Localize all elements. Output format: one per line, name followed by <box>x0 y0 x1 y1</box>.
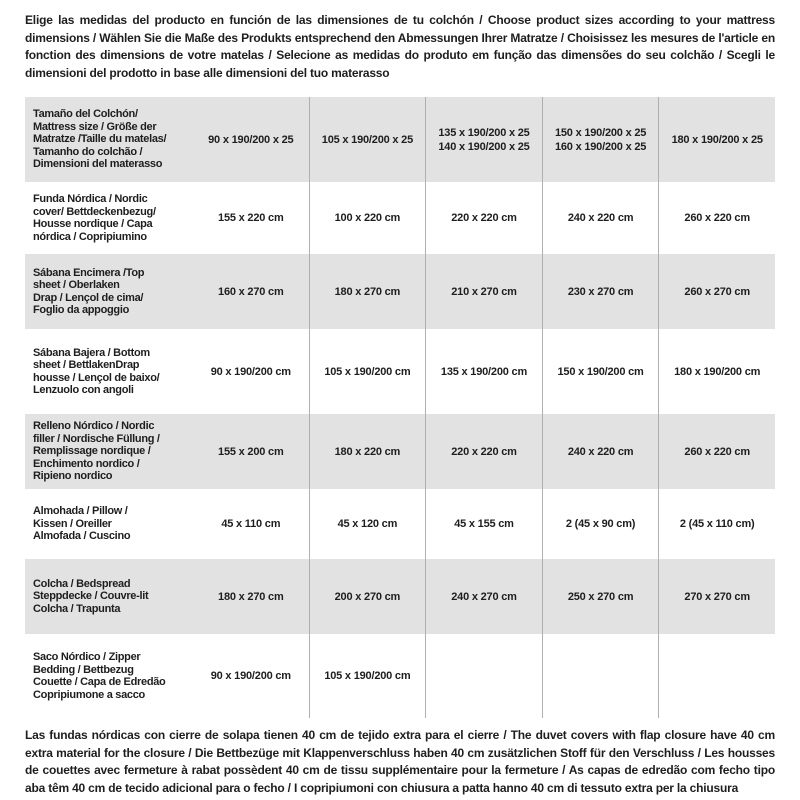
intro-text: Elige las medidas del producto en función de las dimensiones de tu colchón / Choose product sizes according to your mattress dimensions / Wählen Sie die Maße des Produkts entsprechend den Abmessungen Ihrer Matratze / Choisissez les mesures de l'article en fonction des dimensions de votre matelas / Selecione as medidas do produto em função das dimensões do seu colchão / Scegli le dimensioni del prodotto in base alle dimensioni del tuo materasso <box>25 13 775 80</box>
footer-note: Las fundas nórdicas con cierre de solapa tienen 40 cm de tejido extra para el cierre / The duvet covers with flap closure have 40 cm extra material for the closure / Die Bettbezüge mit Klappenverschluss haben 40 cm zusätzlichen Stoff für den Verschluss / Les housses de couettes avec fermeture à rabat possèdent 40 cm de tissu supplémentaire pour la fermeture / As capas de edredão com fecho tipo aba têm 40 cm de tecido adicional para o fecho / I copripiumoni con chiusura a patta hanno 40 cm di tessuto extra per la chiusura <box>25 728 775 795</box>
size-value-cell: 45 x 155 cm <box>425 489 542 559</box>
table-row <box>25 559 775 634</box>
table-row <box>25 254 775 329</box>
size-value-cell: 155 x 200 cm <box>218 445 284 458</box>
size-value-cell: 45 x 110 cm <box>221 518 281 530</box>
size-value-cell: 45 x 120 cm <box>309 489 426 559</box>
table-row <box>25 182 775 254</box>
size-value-cell: 270 x 270 cm <box>658 559 775 634</box>
size-value-cell: 180 x 270 cm <box>218 590 284 603</box>
size-value-cell: 160 x 270 cm <box>218 285 284 298</box>
size-value-cell: 90 x 190/200 cm <box>210 365 291 378</box>
size-value-cell: 260 x 220 cm <box>658 414 775 489</box>
size-value-cell: 150 x 190/200 x 25 160 x 190/200 x 25 <box>542 97 659 182</box>
size-value-cell: 260 x 220 cm <box>658 182 775 254</box>
size-value-cell: 90 x 190/200 cm <box>210 670 291 682</box>
row-label: Colcha / Bedspread Steppdecke / Couvre-lit Colcha / Trapunta <box>33 577 149 615</box>
size-value-cell: 155 x 220 cm <box>218 212 284 224</box>
size-value-cell: 2 (45 x 90 cm) <box>542 489 659 559</box>
size-value-cell: 230 x 270 cm <box>542 254 659 329</box>
size-value-cell: 180 x 190/200 x 25 <box>658 97 775 182</box>
row-label: Sábana Bajera / Bottom sheet / BettlakenDrap housse / Lençol de baixo/ Lenzuolo con angoli <box>33 346 160 396</box>
size-value-cell: 180 x 220 cm <box>309 414 426 489</box>
size-value-cell: 135 x 190/200 cm <box>425 329 542 414</box>
size-table <box>25 97 775 718</box>
size-value-cell: 105 x 190/200 cm <box>309 634 426 718</box>
table-row <box>25 489 775 559</box>
size-value-cell <box>425 634 542 718</box>
size-value-cell: 240 x 270 cm <box>425 559 542 634</box>
size-value-cell: 2 (45 x 110 cm) <box>658 489 775 559</box>
size-value-cell: 260 x 270 cm <box>658 254 775 329</box>
size-value-cell: 135 x 190/200 x 25 140 x 190/200 x 25 <box>425 97 542 182</box>
size-value-cell <box>542 634 659 718</box>
row-label: Almohada / Pillow / Kissen / Oreiller Almofada / Cuscino <box>33 505 131 543</box>
row-label: Relleno Nórdico / Nordic filler / Nordische Füllung / Remplissage nordique / Enchimento nordico / Ripieno nordico <box>33 420 160 483</box>
table-row <box>25 634 775 718</box>
table-row <box>25 414 775 489</box>
size-value-cell <box>658 634 775 718</box>
size-value-cell: 100 x 220 cm <box>309 182 426 254</box>
size-value-cell: 105 x 190/200 x 25 <box>309 97 426 182</box>
size-value-cell: 90 x 190/200 x 25 <box>208 133 294 146</box>
size-value-cell: 180 x 270 cm <box>309 254 426 329</box>
row-label: Funda Nórdica / Nordic cover/ Bettdeckenbezug/ Housse nordique / Capa nórdica / Copripiumino <box>33 193 156 243</box>
size-value-cell: 150 x 190/200 cm <box>542 329 659 414</box>
row-label: Tamaño del Colchón/ Mattress size / Größe der Matratze /Taille du matelas/ Tamanho do colchão / Dimensioni del materasso <box>33 108 167 171</box>
row-label: Saco Nórdico / Zipper Bedding / Bettbezug Couette / Capa de Edredão Copripiumone a sacco <box>33 651 166 701</box>
size-value-cell: 220 x 220 cm <box>425 414 542 489</box>
size-value-cell: 105 x 190/200 cm <box>309 329 426 414</box>
table-row <box>25 97 775 182</box>
size-value-cell: 200 x 270 cm <box>309 559 426 634</box>
size-value-cell: 180 x 190/200 cm <box>658 329 775 414</box>
size-value-cell: 240 x 220 cm <box>542 182 659 254</box>
table-row <box>25 329 775 414</box>
size-value-cell: 220 x 220 cm <box>425 182 542 254</box>
row-label: Sábana Encimera /Top sheet / Oberlaken Drap / Lençol de cima/ Foglio da appoggio <box>33 266 145 316</box>
size-value-cell: 240 x 220 cm <box>542 414 659 489</box>
size-value-cell: 250 x 270 cm <box>542 559 659 634</box>
size-value-cell: 210 x 270 cm <box>425 254 542 329</box>
